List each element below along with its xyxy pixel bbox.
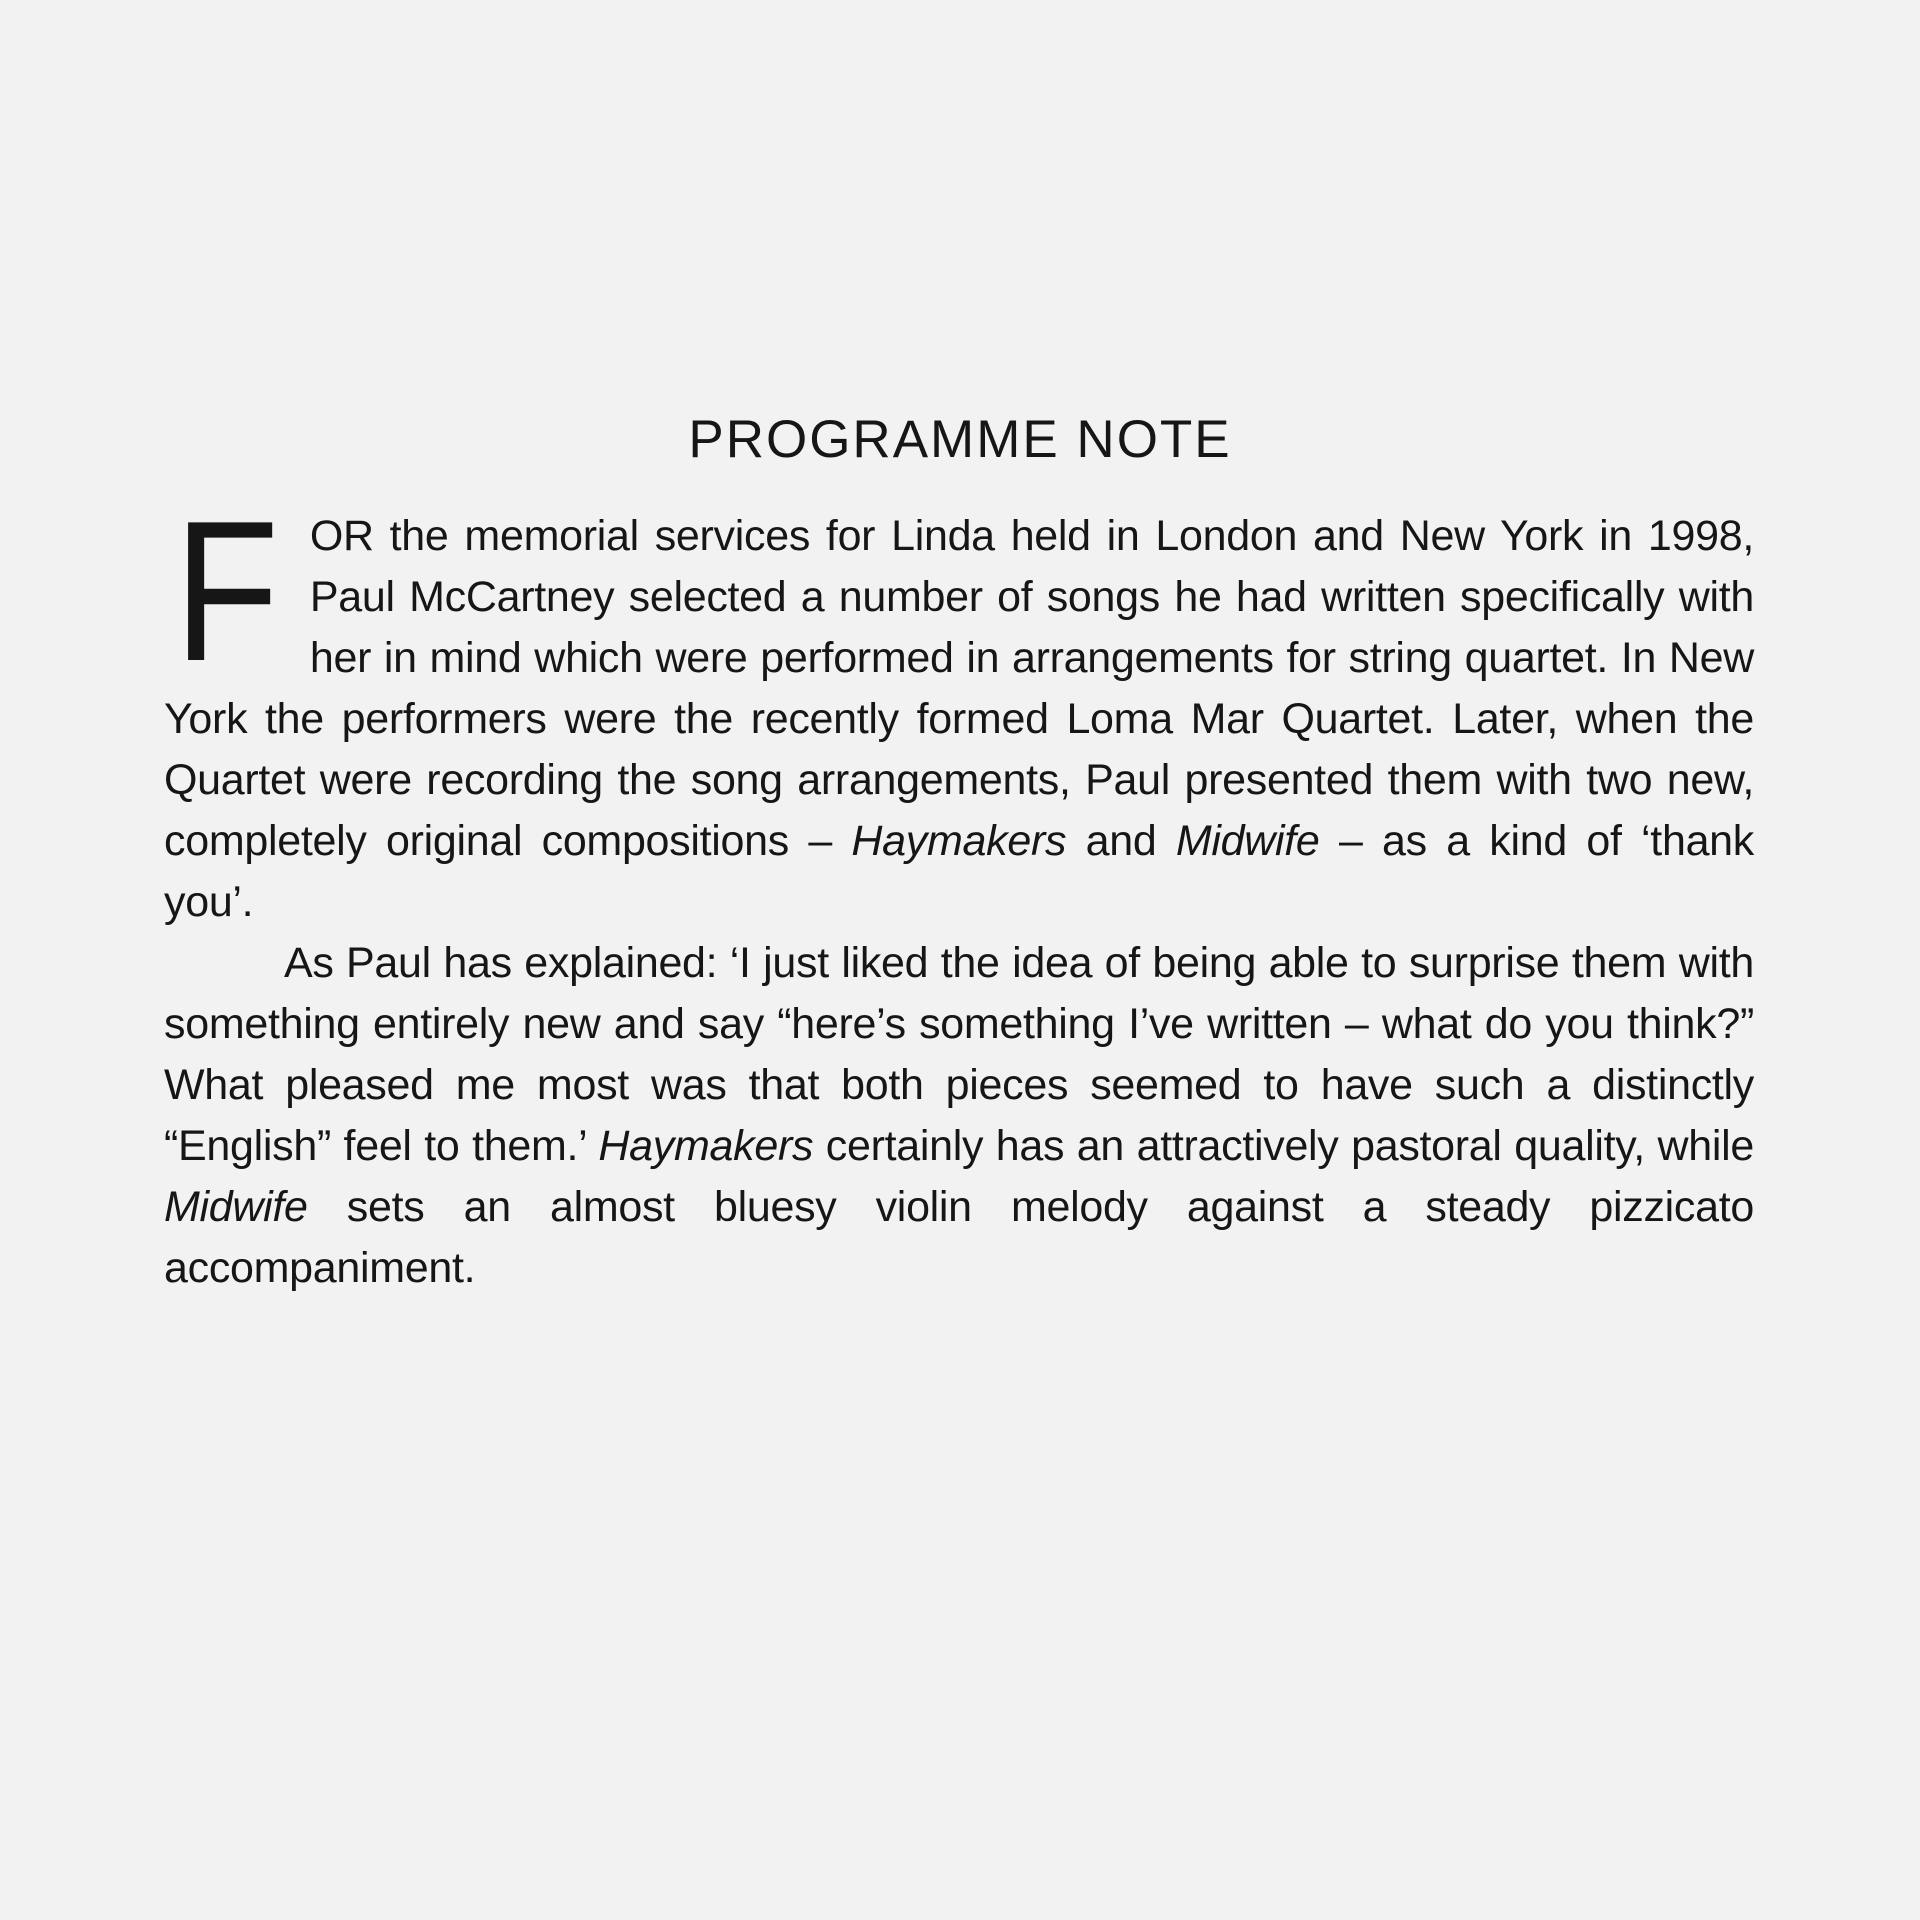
title-haymakers: Haymakers xyxy=(851,817,1067,865)
paragraph-1 xyxy=(164,480,1754,933)
paragraph-1-text-b: and xyxy=(1066,817,1176,865)
title-haymakers: Haymakers xyxy=(598,1122,814,1170)
paragraph-2-text-c: sets an almost bluesy violin melody against a steady pizzicato accompaniment. xyxy=(164,1183,1754,1292)
title-midwife: Midwife xyxy=(1175,817,1320,865)
paragraph-1-text-c: – as a kind of ‘thank you’. xyxy=(164,817,1754,926)
drop-cap: F xyxy=(174,480,279,703)
body-text xyxy=(164,480,1754,1299)
paragraph-1-text-a: OR the memorial services for Linda held in London and New York in 1998, Paul McCartney selected a number of songs he had written specifically with her in mind which were performed in arrangements for string quartet. In New York the performers were the recently formed Loma Mar Quartet. Later, when the Quartet were recording the song arrangements, Paul presented them with two new, completely original compositions – xyxy=(164,512,1754,865)
title-midwife: Midwife xyxy=(164,1183,308,1231)
paragraph-2-text-a: As Paul has explained: ‘I just liked the idea of being able to surprise them with something entirely new and say “here’s something I’ve written – what do you think?” What pleased me most was that both pieces seemed to have such a distinctly “English” feel to them.’ xyxy=(164,939,1754,1170)
paragraph-2-text-b: certainly has an attractively pastoral quality, while xyxy=(813,1122,1754,1170)
paragraph-2 xyxy=(164,933,1754,1299)
page-title: PROGRAMME NOTE xyxy=(688,410,1232,469)
